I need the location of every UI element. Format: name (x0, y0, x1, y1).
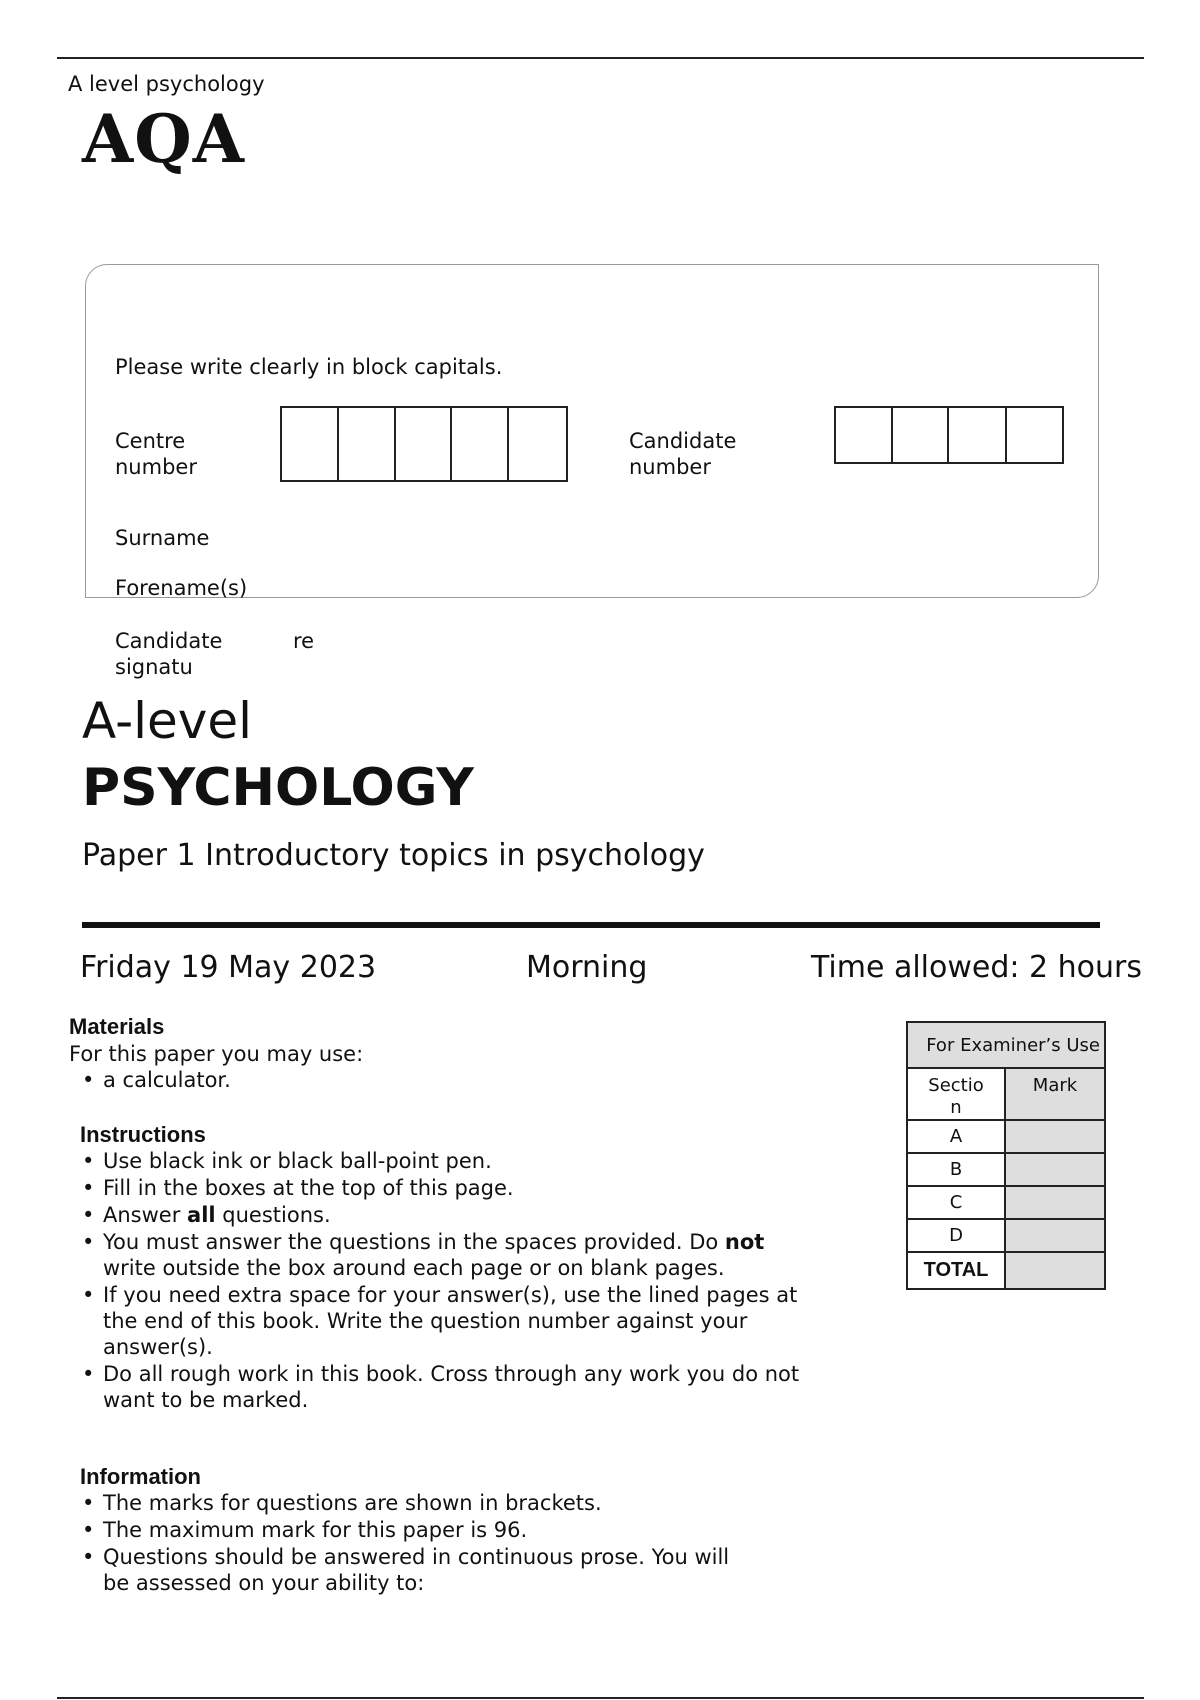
list-item: • Answer all questions. (80, 1202, 805, 1228)
table-row (907, 1186, 1105, 1219)
table-row (907, 1153, 1105, 1186)
aqa-logo: AQA (82, 100, 245, 178)
candidate-signature-label-fragment: re (293, 629, 315, 653)
centre-number-label: Centre number (115, 429, 197, 479)
candidate-number-boxes (834, 406, 1064, 464)
materials-heading: Materials (69, 1014, 165, 1039)
centre-number-digit-2[interactable] (339, 408, 396, 480)
candidate-number-label: Candidate number (629, 429, 737, 479)
section-label: D (907, 1219, 1005, 1252)
candidate-number-digit-4[interactable] (1007, 408, 1063, 462)
table-row (907, 1252, 1105, 1289)
total-mark-cell[interactable] (1005, 1252, 1105, 1289)
candidate-number-digit-3[interactable] (949, 408, 1007, 462)
mark-cell[interactable] (1005, 1153, 1105, 1186)
table-row (907, 1120, 1105, 1153)
section-column-header: Sectio n (907, 1068, 1005, 1120)
section-label: B (907, 1153, 1005, 1186)
bottom-rule (57, 1697, 1144, 1699)
centre-number-digit-3[interactable] (396, 408, 452, 480)
mark-column-header: Mark (1005, 1068, 1105, 1120)
section-label: C (907, 1186, 1005, 1219)
list-item: • If you need extra space for your answer(s), use the lined pages at the end of this book. Write the question number against your answer(s). (80, 1282, 805, 1360)
table-row (907, 1219, 1105, 1252)
total-label: TOTAL (907, 1252, 1005, 1289)
exam-level: A-level (82, 692, 253, 750)
exam-subject: PSYCHOLOGY (82, 758, 474, 818)
information-list (80, 1490, 740, 1597)
list-item: • You must answer the questions in the spaces provided. Do not write outside the box around each page or on blank pages. (80, 1229, 805, 1281)
time-allowed: Time allowed: 2 hours (811, 950, 1143, 985)
list-item: • a calculator. (80, 1067, 780, 1093)
centre-number-digit-1[interactable] (282, 408, 339, 480)
mark-cell[interactable] (1005, 1120, 1105, 1153)
list-item: • Do all rough work in this book. Cross through any work you do not want to be marked. (80, 1361, 805, 1413)
instructions-heading: Instructions (80, 1122, 206, 1147)
candidate-number-digit-1[interactable] (836, 408, 893, 462)
list-item: • Use black ink or black ball-point pen. (80, 1148, 805, 1174)
exam-session: Morning (526, 950, 648, 985)
list-item: • Questions should be answered in continuous prose. You will be assessed on your ability to: (80, 1544, 740, 1596)
top-rule (57, 57, 1144, 59)
centre-number-digit-5[interactable] (509, 408, 566, 480)
instructions-list (80, 1148, 805, 1414)
paper-title: Paper 1 Introductory topics in psychology (82, 838, 705, 873)
information-heading: Information (80, 1464, 201, 1489)
centre-number-digit-4[interactable] (452, 408, 509, 480)
materials-intro: For this paper you may use: (69, 1042, 364, 1066)
list-item: • The marks for questions are shown in brackets. (80, 1490, 740, 1516)
title-divider (82, 922, 1100, 928)
examiner-use-title: For Examiner’s Use (907, 1022, 1105, 1068)
header-label: A level psychology (68, 72, 265, 96)
mark-cell[interactable] (1005, 1186, 1105, 1219)
block-capitals-instruction: Please write clearly in block capitals. (115, 355, 503, 379)
list-item: • The maximum mark for this paper is 96. (80, 1517, 740, 1543)
candidate-number-digit-2[interactable] (893, 408, 950, 462)
candidate-signature-label: Candidate signatu (115, 629, 223, 679)
section-label: A (907, 1120, 1005, 1153)
materials-list (80, 1067, 780, 1094)
mark-cell[interactable] (1005, 1219, 1105, 1252)
list-item: • Fill in the boxes at the top of this page. (80, 1175, 805, 1201)
surname-label: Surname (115, 526, 210, 550)
centre-number-boxes (280, 406, 568, 482)
forenames-label: Forename(s) (115, 576, 248, 600)
examiner-use-table (906, 1021, 1106, 1290)
exam-date: Friday 19 May 2023 (80, 950, 377, 985)
